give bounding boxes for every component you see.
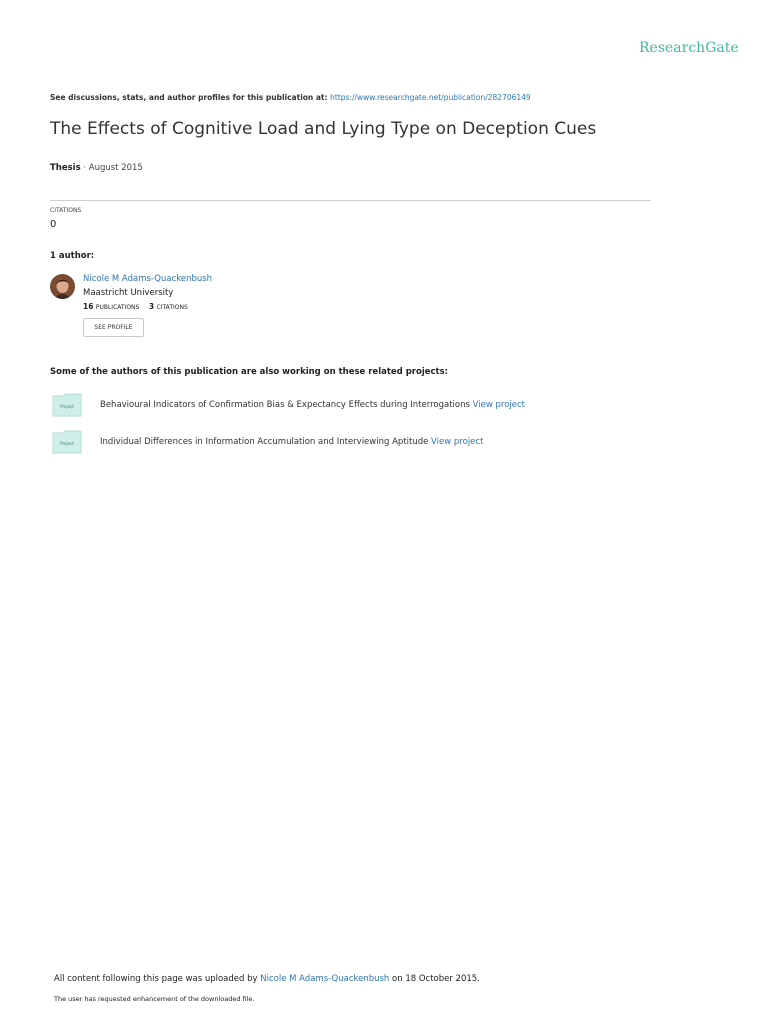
author-institution: Maastricht University [83, 288, 174, 298]
publication-meta [50, 163, 143, 173]
projects-heading: Some of the authors of this publication are also working on these related projects: [50, 367, 449, 377]
publication-title: The Effects of Cognitive Load and Lying Type on Deception Cues [50, 119, 597, 139]
svg-text:Project: Project [60, 404, 74, 409]
author-citations-count: 3 [148, 302, 155, 311]
authors-heading: 1 author: [50, 251, 95, 261]
see-profile-button[interactable]: SEE PROFILE [83, 318, 144, 337]
enhancement-note: The user has requested enhancement of the downloaded file. [54, 995, 255, 1003]
view-project-link[interactable]: View project [472, 400, 525, 410]
discussion-prefix: See discussions, stats, and author profiles for this publication at: [50, 93, 328, 102]
discussion-line [50, 93, 531, 102]
citations-label: CITATIONS [50, 207, 82, 214]
author-publications-label: PUBLICATIONS [95, 304, 140, 311]
author-publications-count: 16 [83, 302, 94, 311]
upload-date: on 18 October 2015. [392, 974, 480, 984]
author-stats [83, 302, 188, 311]
project-icon [52, 393, 82, 421]
publication-url-link[interactable]: https://www.researchgate.net/publication/282706149 [330, 93, 531, 102]
upload-prefix: All content following this page was uploaded by [54, 974, 258, 984]
researchgate-logo[interactable]: ResearchGate [639, 40, 739, 56]
author-citations-label: CITATIONS [156, 304, 188, 311]
view-project-link[interactable]: View project [431, 437, 484, 447]
project-item [100, 400, 525, 410]
publication-date: · August 2015 [83, 163, 143, 173]
project-title: Individual Differences in Information Accumulation and Interviewing Aptitude [100, 437, 429, 447]
project-title: Behavioural Indicators of Confirmation Bias & Expectancy Effects during Interrogations [100, 400, 470, 410]
upload-notice [54, 974, 480, 984]
publication-type: Thesis [50, 163, 81, 173]
divider [50, 200, 651, 201]
project-item [100, 437, 483, 447]
citations-count: 0 [50, 219, 57, 230]
project-icon [52, 430, 82, 458]
author-avatar[interactable] [50, 274, 75, 299]
author-photo-icon [50, 274, 75, 299]
svg-text:Project: Project [60, 441, 74, 446]
uploader-link[interactable]: Nicole M Adams-Quackenbush [260, 974, 390, 984]
author-name-link[interactable]: Nicole M Adams-Quackenbush [83, 274, 213, 284]
